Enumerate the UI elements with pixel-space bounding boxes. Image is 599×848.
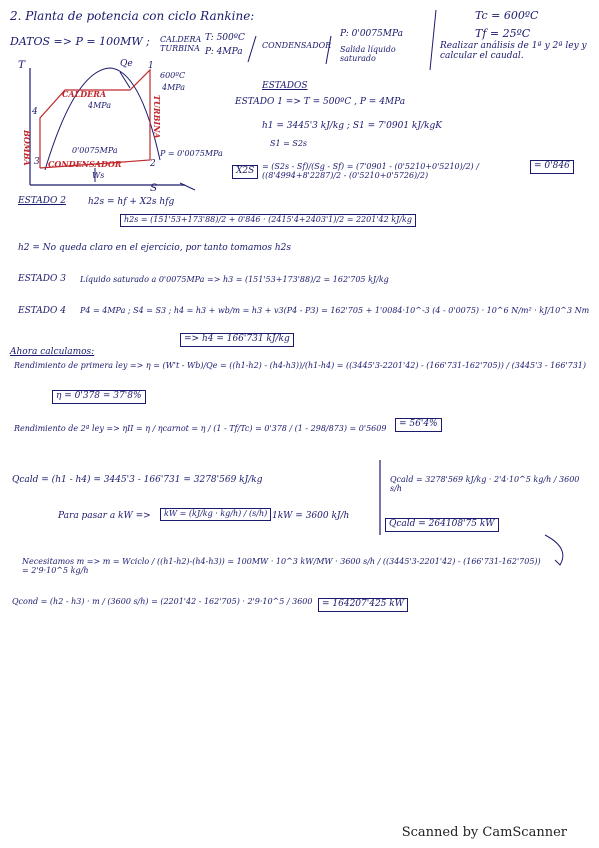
qcald-right2: Qcald = 264108'75 kW <box>385 518 499 532</box>
node-2: 2 <box>150 159 156 169</box>
estado2-note: h2 = No queda claro en el ejercicio, por tanto tomamos h2s <box>18 243 291 253</box>
estado2-eq2: h2s = (151'53+173'88)/2 + 0'846 · (2415'4+2403'1)/2 = 2201'42 kJ/kg <box>120 214 416 227</box>
condensador-label: CONDENSADOR <box>262 41 332 50</box>
realizar-label: Realizar análisis de 1ª y 2ª ley y calcular el caudal. <box>440 41 587 61</box>
caldera-turbina-label: CALDERA TURBINA <box>160 35 202 53</box>
p-cond: P: 0'0075MPa <box>340 29 403 39</box>
estado4-label: ESTADO 4 <box>18 306 66 316</box>
node-3: 3 <box>34 157 40 167</box>
estado3-label: ESTADO 3 <box>18 274 66 284</box>
datos-line: DATOS => P = 100MW ; <box>10 35 150 48</box>
kw-eq: kW = (kJ/kg · kg/h) / (s/h) <box>160 508 271 521</box>
estado2-arrow <box>180 183 195 190</box>
node-1: 1 <box>148 61 154 71</box>
s-axis-label: S <box>150 182 158 194</box>
camscanner-watermark: Scanned by CamScanner <box>401 825 567 840</box>
x2s-label: X2S <box>232 165 258 179</box>
qcond-result: = 164207'425 kW <box>318 598 408 612</box>
qe-arrow <box>120 72 130 88</box>
header-divider-2 <box>248 36 256 62</box>
h1-line: h1 = 3445'3 kJ/kg ; S1 = 7'0901 kJ/kgK <box>262 121 442 131</box>
cosas-note: S1 = S2s <box>270 139 308 148</box>
estados-title: ESTADOS <box>262 81 308 91</box>
estado2-eq1: h2s = hf + X2s hfg <box>88 197 175 207</box>
ahora-label: Ahora calculamos: <box>10 347 95 357</box>
bomba-label: BOMBA <box>21 130 32 166</box>
x2s-equation: = (S2s - Sf)/(Sg - Sf) = (7'0901 - (0'5210+0'5210)/2) / ((8'4994+8'2287)/2 - (0'5210+0'5726)/2) <box>262 162 479 180</box>
eta2-result: = 56'4% <box>395 418 442 432</box>
qcald-right1: Qcald = 3278'569 kJ/kg · 2'4·10^5 kg/h / 3600 s/h <box>390 475 580 493</box>
rendimiento2: Rendimiento de 2ª ley => ηII = η / ηcarnot = η / (1 - Tf/Tc) = 0'378 / (1 - 298/873) = 0'5609 <box>14 424 387 433</box>
rendimiento1: Rendimiento de primera ley => η = (W't - Wb)/Qe = ((h1-h2) - (h4-h3))/(h1-h4) = ((3445'3-2201'42) - (166'731-162'705)) / (3445'3 - 166'731) <box>14 361 587 370</box>
estado2-label: ESTADO 2 <box>18 196 66 206</box>
ws-label: Ws <box>92 171 105 180</box>
diag-p4: 4MPa <box>88 101 112 110</box>
qe-label: Qe <box>120 59 133 69</box>
diag-tp4: 4MPa <box>162 83 186 92</box>
estado3-eq: Líquido saturado a 0'0075MPa => h3 = (151'53+173'88)/2 = 162'705 kJ/kg <box>80 275 389 284</box>
t-axis-label: T <box>18 59 26 71</box>
p-right: P = 0'0075MPa <box>160 149 223 158</box>
eta1-result: η = 0'378 = 37'8% <box>52 390 146 404</box>
qcald-eq: Qcald = (h1 - h4) = 3445'3 - 166'731 = 3278'569 kJ/kg <box>12 475 263 485</box>
salida-label: Salida líquido saturado <box>340 45 396 63</box>
diag-t600: 600ºC <box>160 71 186 80</box>
estado4-eq: P4 = 4MPa ; S4 = S3 ; h4 = h3 + wb/m = h3 + v3(P4 - P3) = 162'705 + 1'0084·10^-3 (4 - 0'0075) · 10^6 N/m² · kJ/10^3 Nm <box>80 306 590 315</box>
condensador-diag-label: CONDENSADOR <box>48 159 122 169</box>
x2s-value: = 0'846 <box>530 160 574 174</box>
p4mpa: P: 4MPa <box>205 47 243 57</box>
node-4: 4 <box>32 107 38 117</box>
t500: T: 500ºC <box>205 33 245 43</box>
turbina-label: TURBINA <box>151 95 162 139</box>
qcond-eq: Qcond = (h2 - h3) · m / (3600 s/h) = (2201'42 - 162'705) · 2'9·10^5 / 3600 <box>12 597 313 606</box>
estado1-line: ESTADO 1 => T = 500ºC , P = 4MPa <box>235 97 406 107</box>
tf-value: Tf = 25ºC <box>475 27 531 40</box>
header-divider <box>430 10 436 70</box>
curved-arrow <box>545 535 563 565</box>
page-title: 2. Planta de potencia con ciclo Rankine: <box>10 9 255 23</box>
estado4-result: => h4 = 166'731 kJ/kg <box>180 333 294 347</box>
tc-value: Tc = 600ºC <box>475 9 539 22</box>
kw2: 1kW = 3600 kJ/h <box>272 511 350 521</box>
caldera-label: CALDERA <box>62 89 107 99</box>
diag-cond-p: 0'0075MPa <box>72 146 118 155</box>
kw-label: Para pasar a kW => <box>58 511 151 521</box>
mdot-eq: Necesitamos m => m = Wciclo / ((h1-h2)-(h4-h3)) = 100MW · 10^3 kW/MW · 3600 s/h / ((3445'3-2201'42) - (166'731-162'705)) = 2'9·10^5 kg/h <box>22 557 541 575</box>
